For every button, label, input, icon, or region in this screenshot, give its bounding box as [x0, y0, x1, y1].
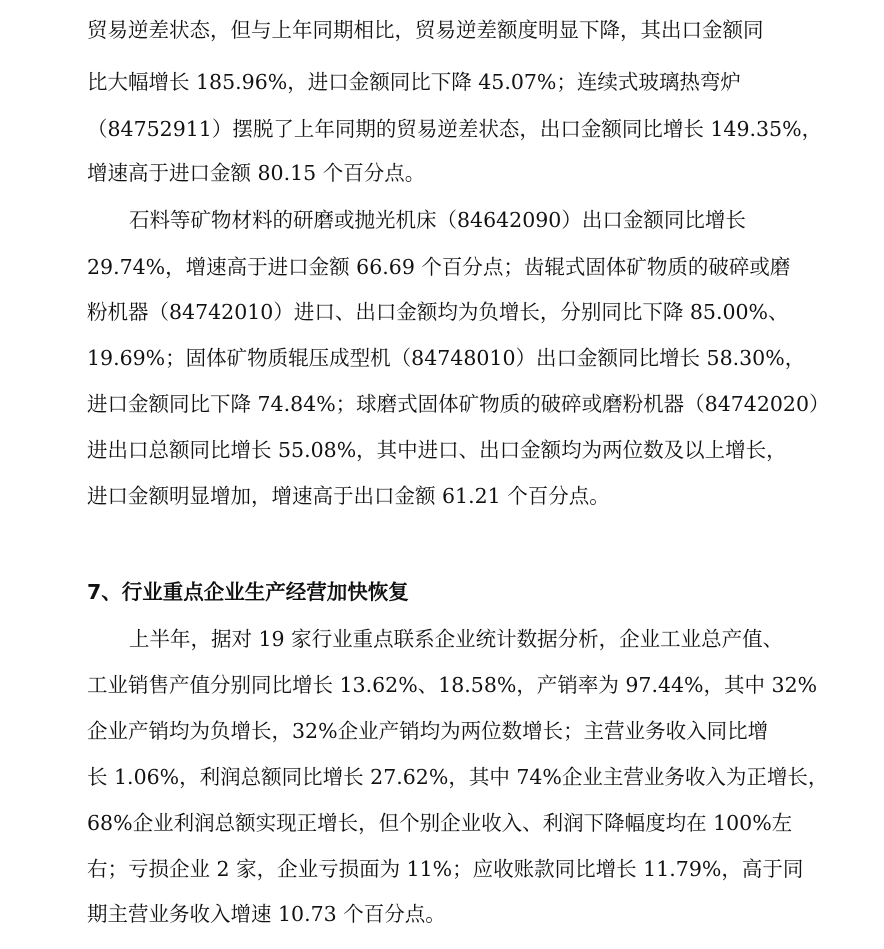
paragraph-line: 贸易逆差状态，但与上年同期相比，贸易逆差额度明显下降，其出口金额同 [87, 18, 764, 42]
paragraph-line: 长 1.06%，利润总额同比增长 27.62%，其中 74%企业主营业务收入为正增长， [87, 765, 829, 789]
paragraph-line: 右；亏损企业 2 家，企业亏损面为 11%；应收账款同比增长 11.79%，高于同 [87, 857, 804, 881]
paragraph-line: 增速高于进口金额 80.15 个百分点。 [87, 161, 426, 185]
paragraph-line: （84752911）摆脱了上年同期的贸易逆差状态，出口金额同比增长 149.35%， [87, 117, 823, 141]
paragraph-line: 19.69%；固体矿物质辊压成型机（84748010）出口金额同比增长 58.30%， [87, 346, 806, 370]
paragraph-line: 粉机器（84742010）进口、出口金额均为负增长，分别同比下降 85.00%、 [87, 300, 789, 324]
section-heading: 7、行业重点企业生产经营加快恢复 [87, 580, 409, 604]
paragraph-line: 进出口总额同比增长 55.08%，其中进口、出口金额均为两位数及以上增长， [87, 438, 787, 462]
paragraph-line: 石料等矿物材料的研磨或抛光机床（84642090）出口金额同比增长 [129, 208, 746, 232]
paragraph-line: 工业销售产值分别同比增长 13.62%、18.58%，产销率为 97.44%，其中 32% [87, 673, 818, 697]
paragraph-line: 29.74%，增速高于进口金额 66.69 个百分点；齿辊式固体矿物质的破碎或磨 [87, 255, 791, 279]
paragraph-line: 企业产销均为负增长，32%企业产销均为两位数增长；主营业务收入同比增 [87, 719, 769, 743]
paragraph-line: 期主营业务收入增速 10.73 个百分点。 [87, 902, 446, 926]
paragraph-line: 进口金额同比下降 74.84%；球磨式固体矿物质的破碎或磨粉机器（84742020） [87, 392, 830, 416]
paragraph-line: 进口金额明显增加，增速高于出口金额 61.21 个百分点。 [87, 484, 610, 508]
paragraph-line: 68%企业利润总额实现正增长，但个别企业收入、利润下降幅度均在 100%左 [87, 811, 793, 835]
paragraph-line: 比大幅增长 185.96%，进口金额同比下降 45.07%；连续式玻璃热弯炉 [87, 70, 741, 94]
paragraph-line: 上半年，据对 19 家行业重点联系企业统计数据分析，企业工业总产值、 [129, 627, 784, 651]
